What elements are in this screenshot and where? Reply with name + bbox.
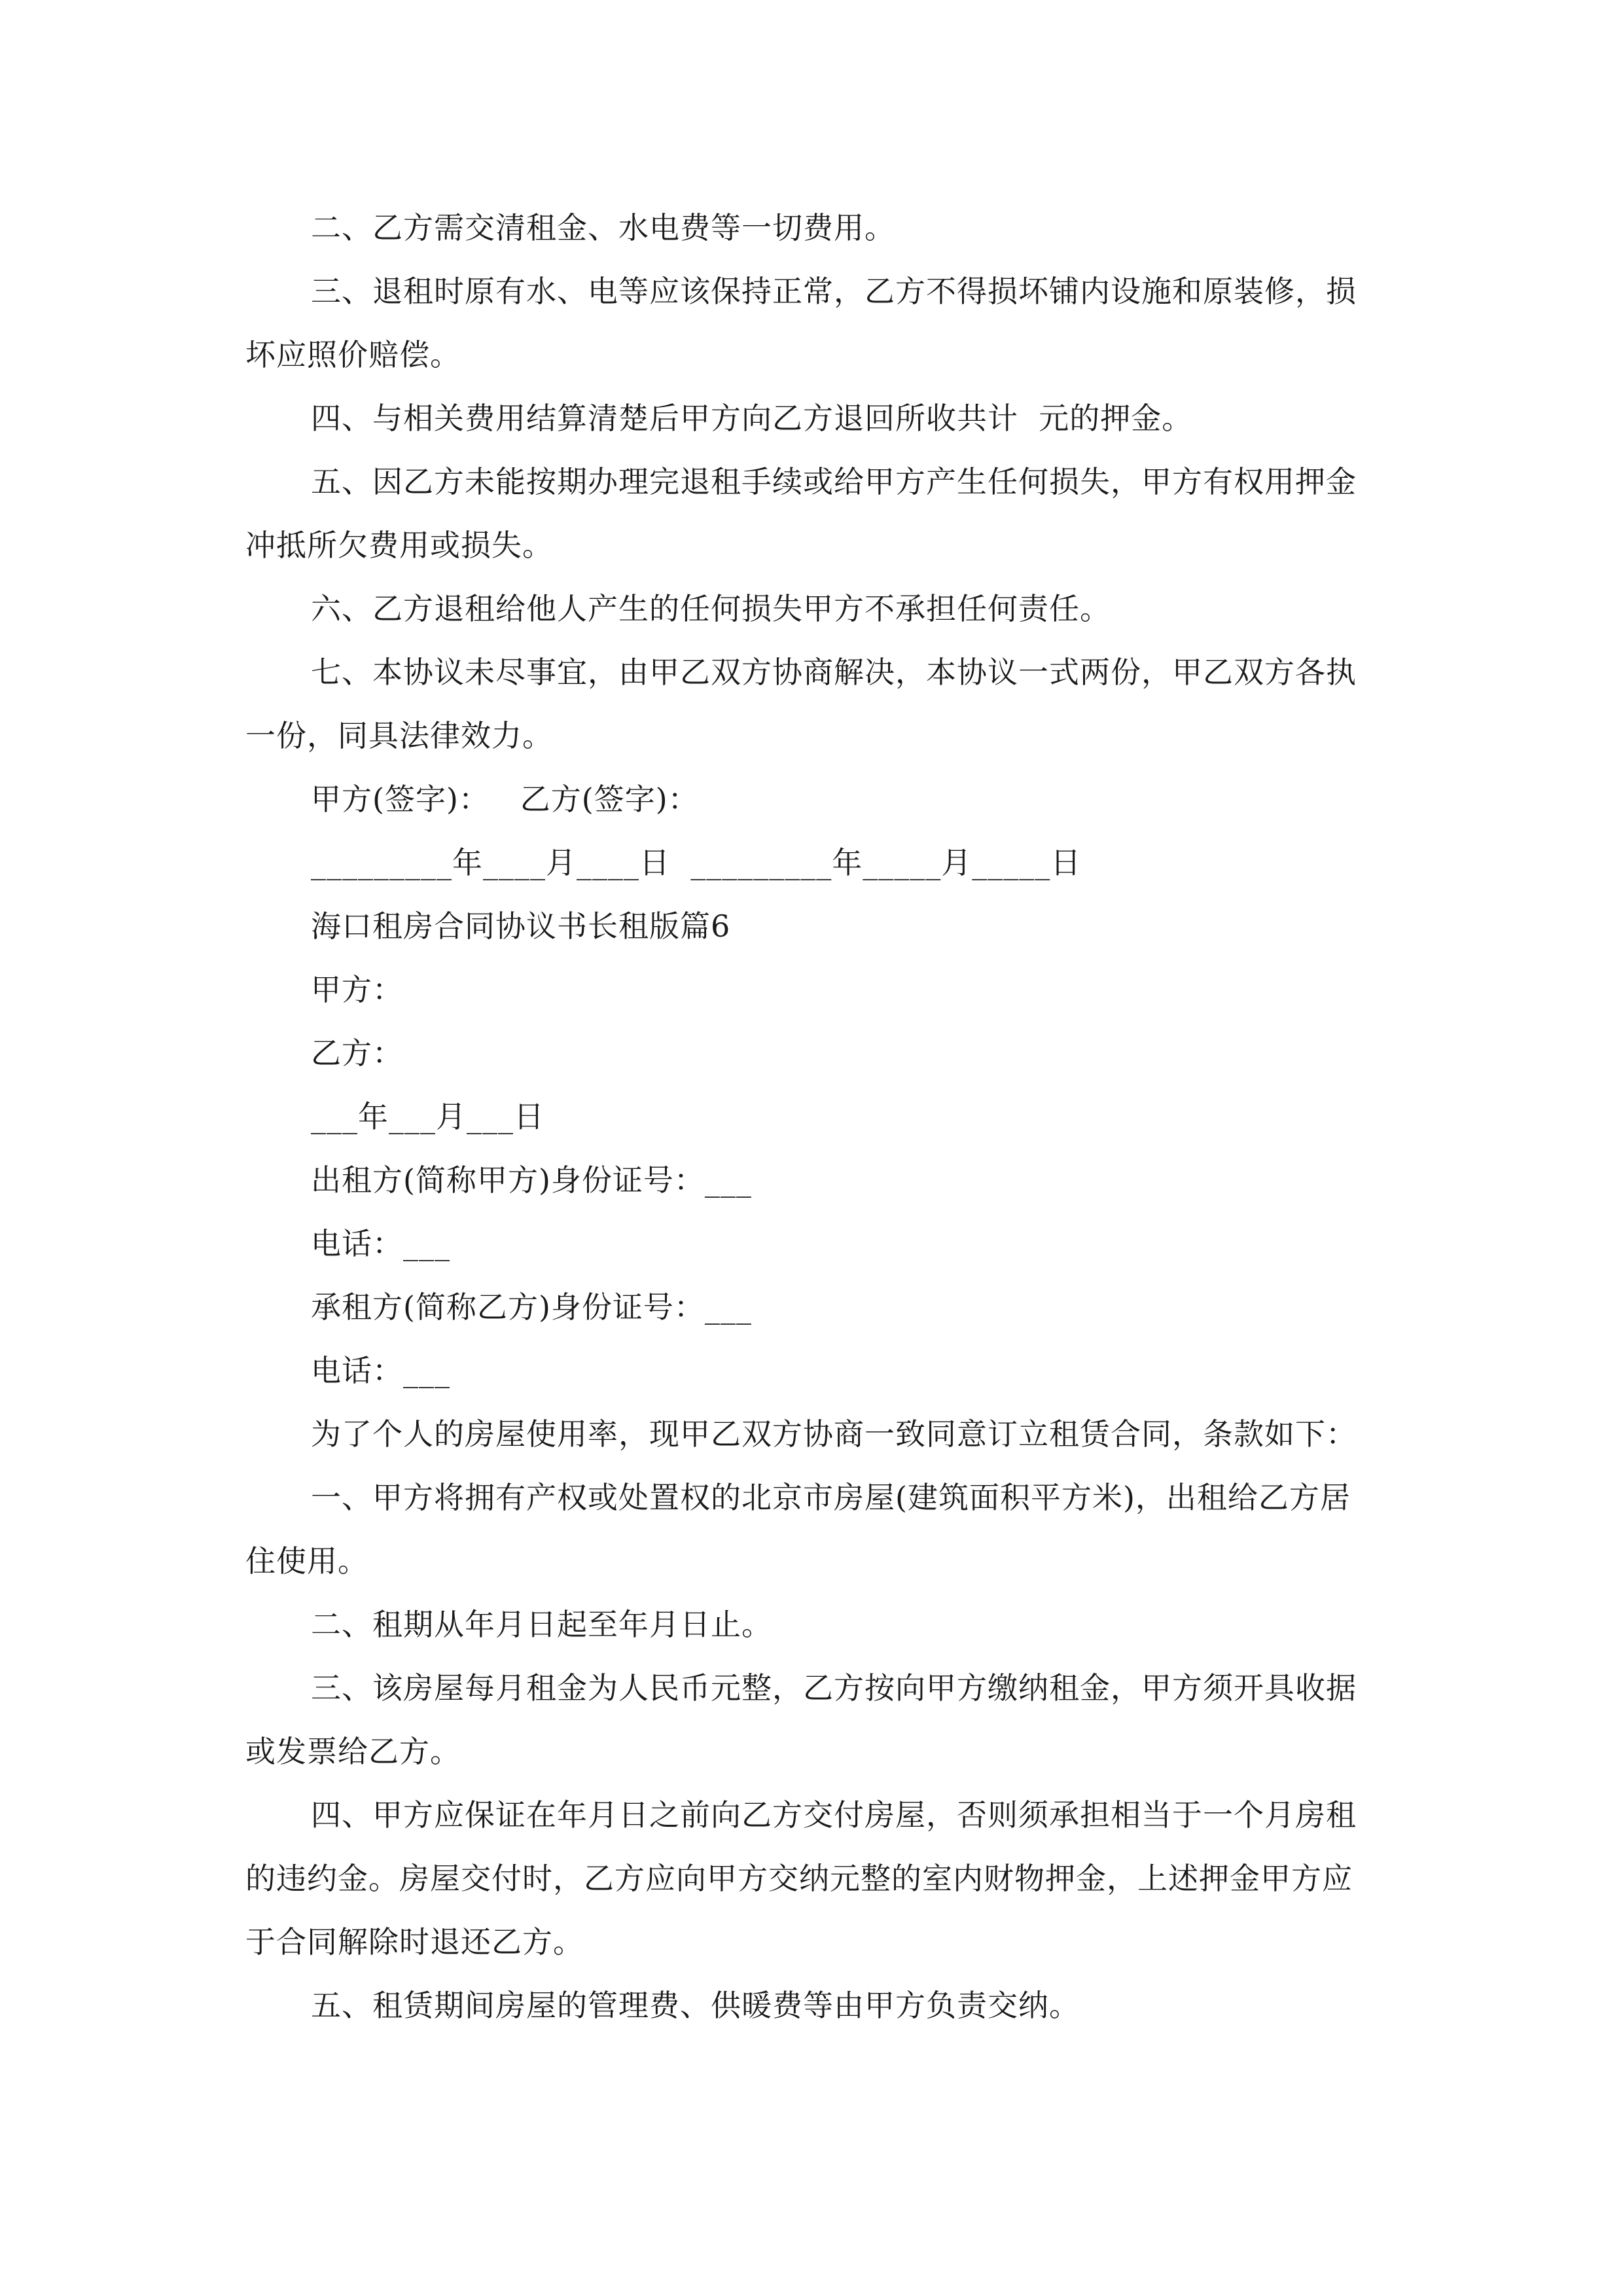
lessee-id-line: 承租方(简称乙方)身份证号：___	[311, 1289, 752, 1325]
article-3-rent: 三、该房屋每月租金为人民币元整，乙方按向甲方缴纳租金，甲方须开具收据或发票给乙方。	[245, 1670, 1357, 1769]
article-2-term: 二、租期从年月日起至年月日止。	[311, 1607, 772, 1642]
clause-7-copies: 七、本协议未尽事宜，由甲乙双方协商解决，本协议一式两份，甲乙双方各执一份，同具法律效力。	[245, 655, 1357, 753]
party-b-label: 乙方：	[311, 1035, 403, 1071]
clause-2-fees: 二、乙方需交清租金、水电费等一切费用。	[311, 210, 895, 245]
signature-date-line: _________年____月____日 _________年_____月_____日	[311, 845, 1082, 880]
clause-3-damage: 三、退租时原有水、电等应该保持正常，乙方不得损坏铺内设施和原装修，损坏应照价赔偿。	[245, 274, 1357, 372]
section-title: 海口租房合同协议书长租版篇6	[311, 908, 731, 944]
clause-6-sublet-loss: 六、乙方退租给他人产生的任何损失甲方不承担任何责任。	[311, 591, 1111, 626]
signature-line: 甲方(签字)： 乙方(签字)：	[311, 781, 699, 817]
contract-preamble: 为了个人的房屋使用率，现甲乙双方协商一致同意订立租赁合同，条款如下：	[311, 1416, 1357, 1452]
date-line: ___年___月___日	[311, 1099, 544, 1134]
clause-5-deposit-offset: 五、因乙方未能按期办理完退租手续或给甲方产生任何损失，甲方有权用押金冲抵所欠费用或损失。	[245, 464, 1357, 563]
article-1-property: 一、甲方将拥有产权或处置权的北京市房屋(建筑面积平方米)，出租给乙方居住使用。	[245, 1480, 1351, 1579]
lessor-id-line: 出租方(简称甲方)身份证号：___	[311, 1162, 752, 1198]
lessor-phone-line: 电话：___	[311, 1226, 450, 1261]
clause-4-deposit-return: 四、与相关费用结算清楚后甲方向乙方退回所收共计 元的押金。	[311, 401, 1193, 436]
article-4-delivery: 四、甲方应保证在年月日之前向乙方交付房屋，否则须承担相当于一个月房租的违约金。房屋交付时，乙方应向甲方交纳元整的室内财物押金，上述押金甲方应于合同解除时退还乙方。	[245, 1797, 1357, 1960]
lessee-phone-line: 电话：___	[311, 1353, 450, 1388]
party-a-label: 甲方：	[311, 972, 403, 1007]
document-body	[245, 196, 1381, 2037]
article-5-management-fees: 五、租赁期间房屋的管理费、供暖费等由甲方负责交纳。	[311, 1988, 1080, 2023]
